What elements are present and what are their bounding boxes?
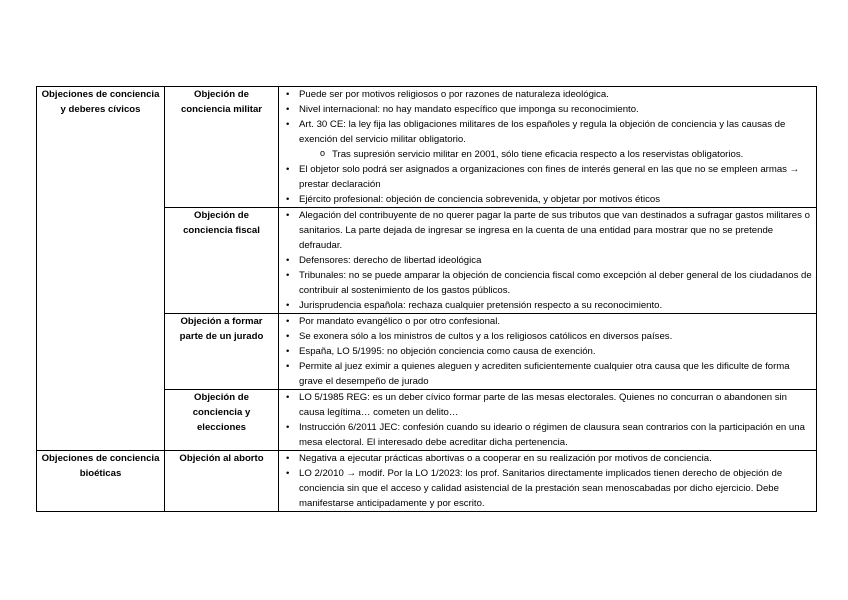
- section-title-fiscal: Objeción de conciencia fiscal: [165, 208, 279, 314]
- section-title-aborto: Objeción al aborto: [165, 451, 279, 512]
- list-item: • Defensores: derecho de libertad ideológica: [282, 253, 813, 268]
- section-title-militar: Objeción de conciencia militar: [165, 87, 279, 208]
- bullet-list: [282, 451, 813, 511]
- list-item: • Por mandato evangélico o por otro confesional.: [282, 314, 813, 329]
- list-item: • Ejército profesional: objeción de conciencia sobrevenida, y objetar por motivos éticos: [282, 192, 813, 207]
- bullet-list: [282, 208, 813, 313]
- list-item: • LO 2/2010 → modif. Por la LO 1/2023: los prof. Sanitarios directamente implicados tienen derecho de objeción de conciencia sin que el acceso y calidad asistencial de la prestación sean menoscabadas por dicho ejercicio. Debe manifestarse anticipadamente y por escrito.: [282, 466, 813, 511]
- bullet-list: [282, 390, 813, 450]
- list-item: • España, LO 5/1995: no objeción conciencia como causa de exención.: [282, 344, 813, 359]
- sub-bullet-list: [299, 147, 813, 162]
- section-content-elecciones: [279, 390, 817, 451]
- list-item: • Puede ser por motivos religiosos o por razones de naturaleza ideológica.: [282, 87, 813, 102]
- list-item: • Art. 30 CE: la ley fija las obligaciones militares de los españoles y regula la objeción de conciencia y las causas de exención del servicio militar obligatorio. o Tras supresión servicio militar en 2001, sólo tiene eficacia respecto a los reservistas obligatorios.: [282, 117, 813, 162]
- list-item: • Alegación del contribuyente de no querer pagar la parte de sus tributos que van destinados a sufragar gastos militares o sanitarios. La parte dejada de ingresar se ingresa en la cuenta de una entidad para mostrar que no se pretende defraudar.: [282, 208, 813, 253]
- list-item: • Tribunales: no se puede amparar la objeción de conciencia fiscal como excepción al deber general de los ciudadanos de contribuir al sostenimiento de los gastos públicos.: [282, 268, 813, 298]
- section-content-jurado: [279, 314, 817, 390]
- list-item: • Jurisprudencia española: rechaza cualquier pretensión respecto a su reconocimiento.: [282, 298, 813, 313]
- section-content-militar: [279, 87, 817, 208]
- section-content-aborto: [279, 451, 817, 512]
- sub-list-item: o Tras supresión servicio militar en 2001, sólo tiene eficacia respecto a los reservistas obligatorios.: [299, 147, 813, 162]
- category-cell-bioeticas: [37, 451, 165, 512]
- category-label: Objeciones de conciencia bioéticas: [41, 453, 160, 479]
- list-item: • El objetor solo podrá ser asignados a organizaciones con fines de interés general en las que no se empleen armas → prestar declaración: [282, 162, 813, 192]
- section-content-fiscal: [279, 208, 817, 314]
- list-item: • Permite al juez eximir a quienes aleguen y acrediten suficientemente cualquier otra causa que les dificulte de forma grave el desempeño de jurado: [282, 359, 813, 389]
- list-item: • Instrucción 6/2011 JEC: confesión cuando su ideario o régimen de clausura sean contrarios con la participación en una mesa electoral. El interesado debe acreditar dicha pertenencia.: [282, 420, 813, 450]
- bullet-list: [282, 314, 813, 389]
- section-title-jurado: Objeción a formar parte de un jurado: [165, 314, 279, 390]
- section-title-elecciones: Objeción de conciencia y elecciones: [165, 390, 279, 451]
- table-row: [37, 451, 817, 512]
- list-item: • Nivel internacional: no hay mandato específico que imponga su reconocimiento.: [282, 102, 813, 117]
- list-item: • Se exonera sólo a los ministros de cultos y a los religiosos católicos en diversos países.: [282, 329, 813, 344]
- category-cell-civicos: [37, 87, 165, 451]
- list-item: • Negativa a ejecutar prácticas abortivas o a cooperar en su realización por motivos de conciencia.: [282, 451, 813, 466]
- list-item: • LO 5/1985 REG: es un deber cívico formar parte de las mesas electorales. Quienes no concurran o abandonen sin causa legítima… cometen un delito…: [282, 390, 813, 420]
- objeciones-table: [36, 86, 817, 512]
- table-row: [37, 87, 817, 208]
- category-label: Objeciones de conciencia y deberes cívicos: [41, 89, 160, 115]
- bullet-list: [282, 87, 813, 207]
